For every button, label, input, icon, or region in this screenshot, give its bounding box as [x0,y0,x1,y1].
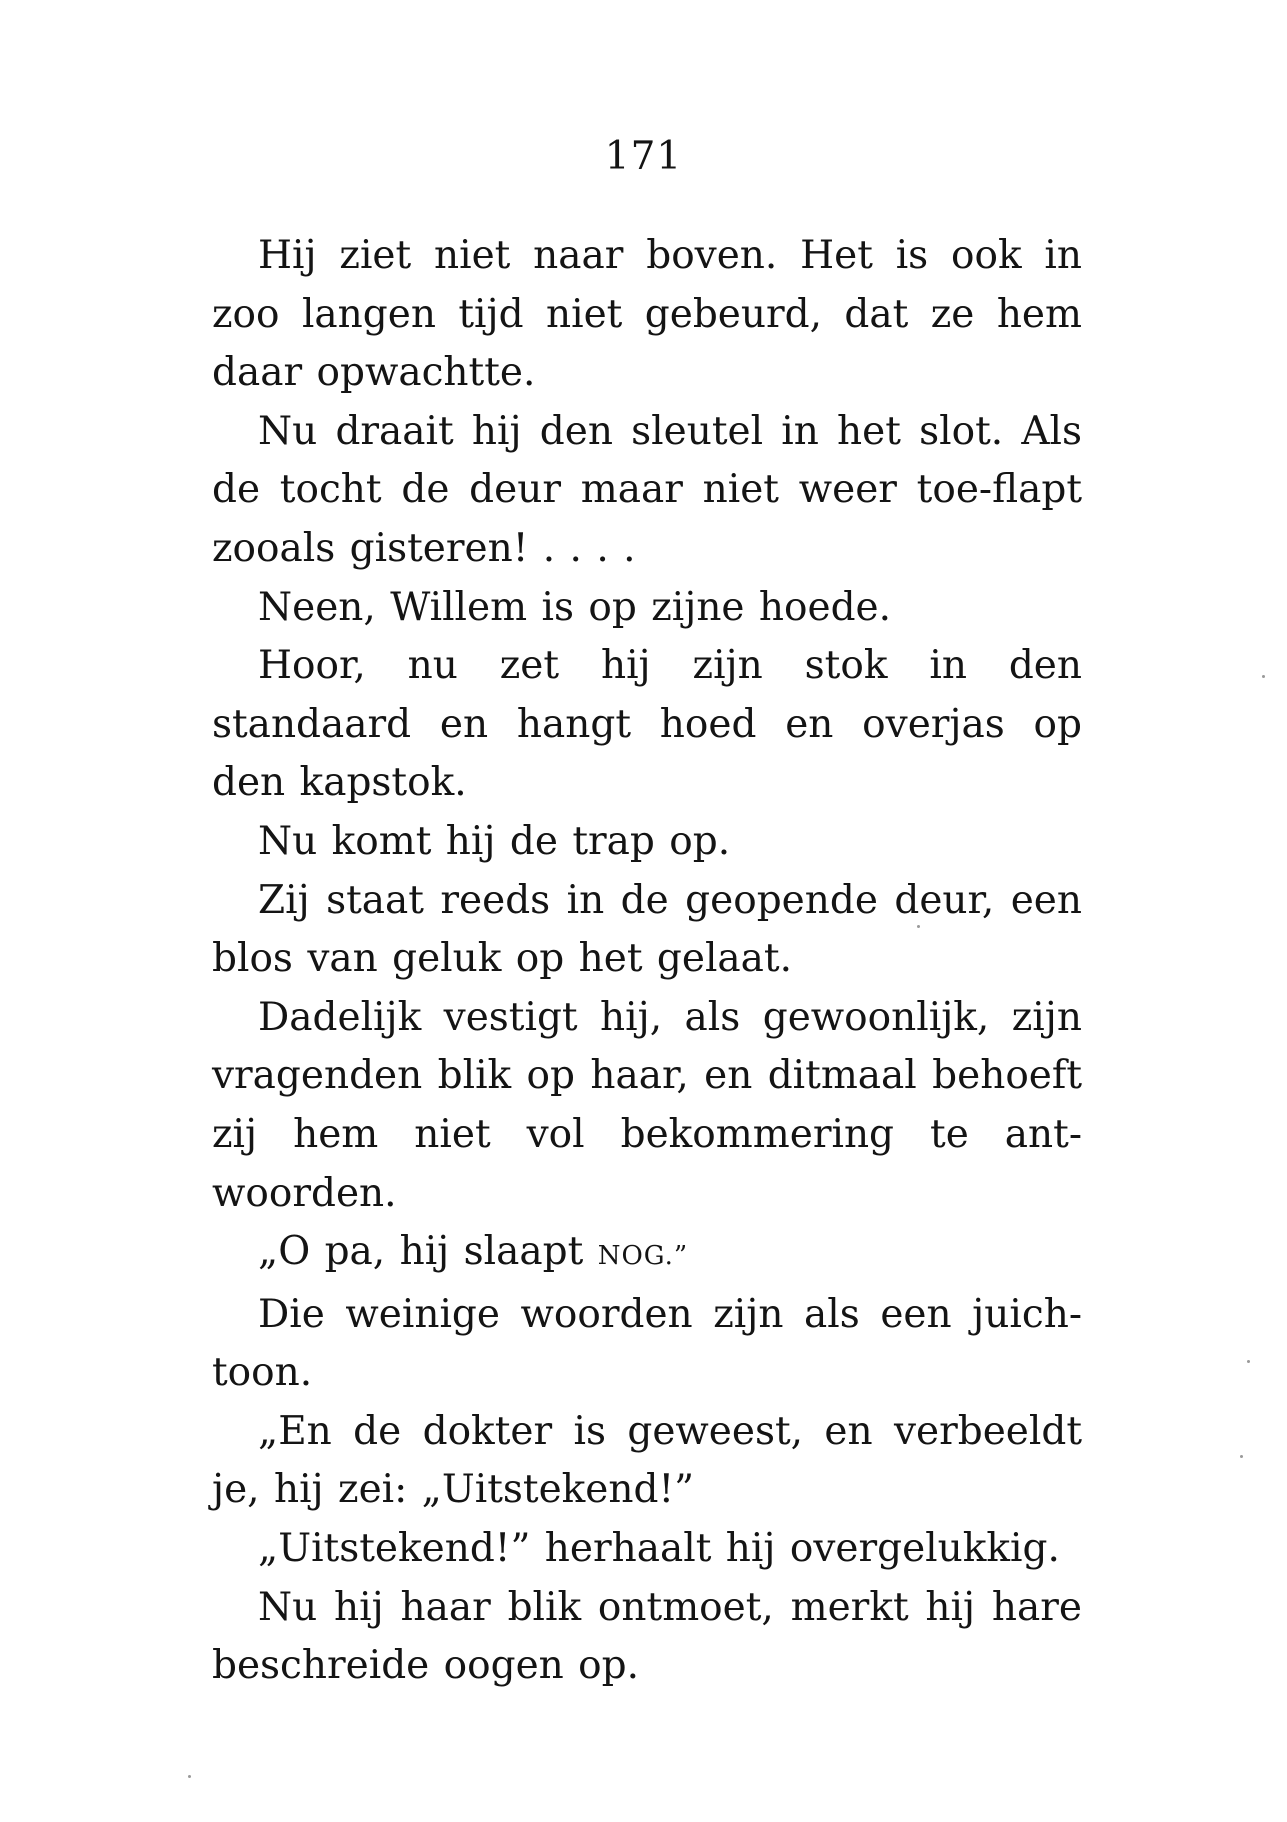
paragraph-12: Nu hij haar blik ontmoet, merkt hij hare beschreide oogen op. [212,1584,1082,1689]
emphasis-nog: NOG.” [597,1241,689,1272]
paper-speck [1262,675,1265,678]
paragraph-10: „En de dokter is geweest, en verbeeldt je, hij zei: „Uitstekend!” [212,1408,1082,1513]
paragraph-11: „Uitstekend!” herhaalt hij overgelukkig. [258,1526,1060,1572]
body-text [212,227,1082,1696]
paragraph-8-text: „O pa, hij slaapt [258,1229,584,1275]
paragraph-1: Hij ziet niet naar boven. Het is ook in zoo langen tijd niet gebeurd, dat ze hem daar opwachtte. [212,233,1082,396]
paper-speck [1247,1360,1250,1363]
paragraph-2: Nu draait hij den sleutel in het slot. Als de tocht de deur maar niet weer toe-flapt zooals gisteren! . . . . [212,408,1082,571]
paper-speck [917,925,920,928]
page-number: 171 [604,134,683,179]
paragraph-6: Zij staat reeds in de geopende deur, een blos van geluk op het gelaat. [212,877,1082,982]
paragraph-5: Nu komt hij de trap op. [258,818,731,864]
paper-speck [188,1775,191,1778]
paper-speck [1240,1455,1243,1458]
paragraph-7: Dadelijk vestigt hij, als gewoonlijk, zijn vragenden blik op haar, en ditmaal behoeft zij hem niet vol bekommering te ant-woorden. [212,994,1082,1216]
paragraph-8 [212,1223,1082,1286]
paragraph-4: Hoor, nu zet hij zijn stok in den standaard en hangt hoed en overjas op den kapstok. [212,643,1082,806]
paragraph-9: Die weinige woorden zijn als een juich-toon. [212,1291,1082,1396]
paragraph-3: Neen, Willem is op zijne hoede. [258,584,892,630]
